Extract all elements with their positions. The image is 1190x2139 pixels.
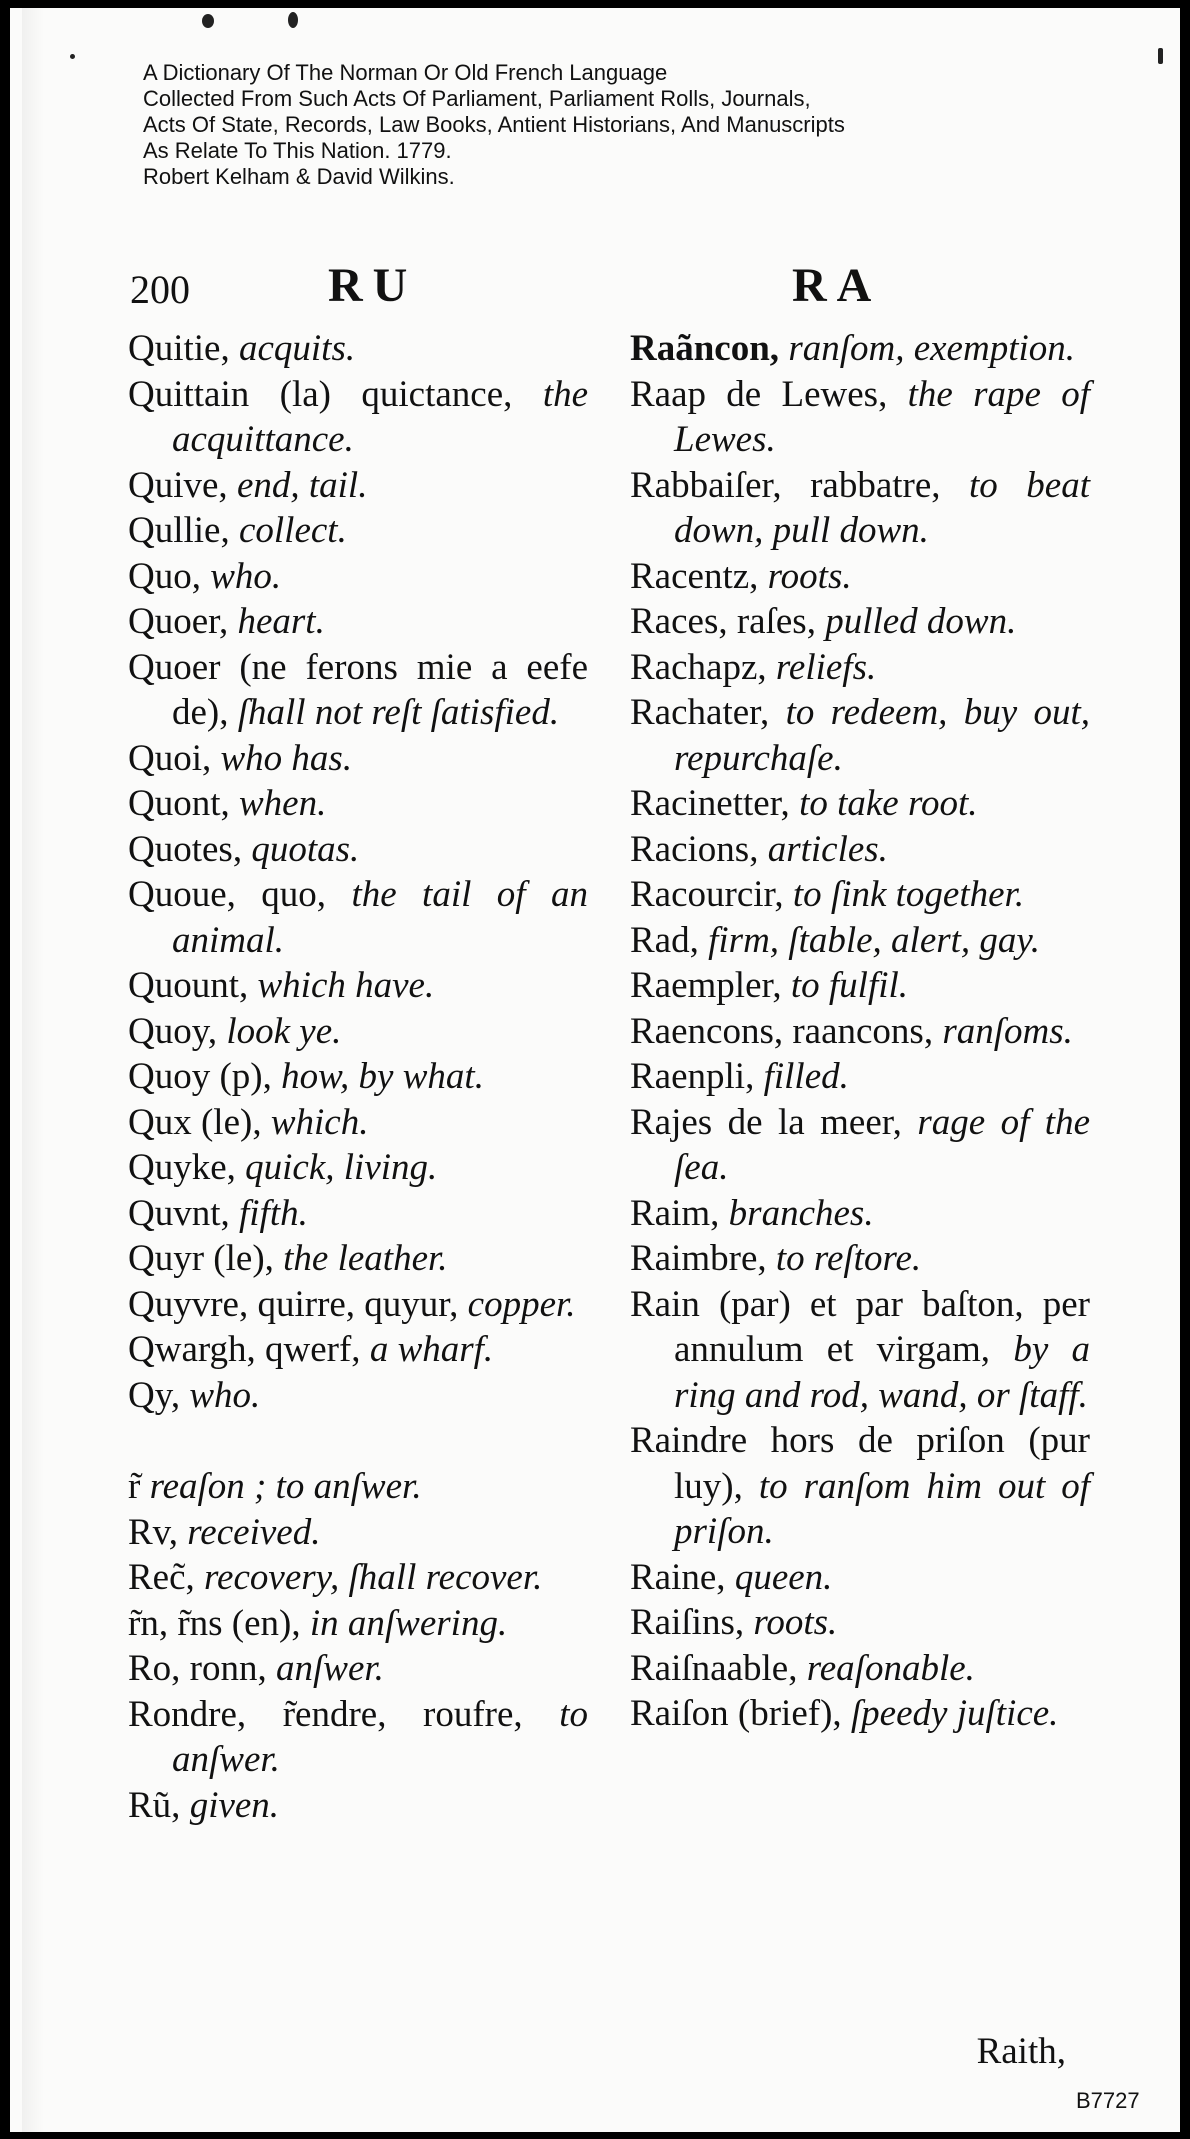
definition: quotas.: [251, 828, 360, 870]
header-line: Robert Kelham & David Wilkins.: [143, 164, 455, 189]
headword: Raap de Lewes,: [630, 373, 888, 415]
headword: Quoi,: [128, 737, 212, 779]
headword: Quont,: [128, 783, 230, 824]
definition: collect.: [238, 510, 347, 551]
dictionary-entry: [128, 645, 588, 736]
dictionary-entry: [128, 736, 588, 782]
headword: Raindre hors de priſon (pur luy),: [630, 1420, 1090, 1507]
definition: to reſtore.: [775, 1238, 922, 1279]
headword: Racourcir,: [630, 874, 784, 915]
dictionary-entry: [630, 690, 1090, 781]
catchword: Raith,: [976, 2031, 1066, 2072]
definition: anſwer.: [276, 1648, 384, 1689]
headword: r̃n, r̃ns (en),: [128, 1602, 301, 1644]
dictionary-entry: [630, 872, 1090, 918]
definition: who.: [189, 1374, 261, 1416]
page-number: 200: [130, 267, 190, 312]
headword: Ro, ronn,: [128, 1648, 267, 1689]
headword: Raencons, raancons,: [630, 1010, 934, 1052]
header-line: Acts Of State, Records, Law Books, Antient Historians, And Manuscripts: [143, 112, 845, 137]
dictionary-entry: [630, 827, 1090, 873]
dictionary-entry: [630, 918, 1090, 964]
dictionary-entry: [128, 1510, 588, 1556]
headword: Quo,: [128, 555, 201, 597]
dictionary-entry: [630, 1646, 1090, 1692]
headword: Raãncon,: [630, 328, 780, 369]
definition: a wharf.: [369, 1329, 494, 1370]
definition: articles.: [767, 828, 888, 870]
definition: the acquittance.: [172, 373, 589, 460]
headword: Raiſins,: [630, 1602, 745, 1643]
dictionary-entry: [630, 372, 1090, 463]
definition: which.: [270, 1101, 369, 1143]
definition: the leather.: [283, 1238, 448, 1279]
definition: end, tail.: [236, 464, 368, 506]
dictionary-entry: [128, 554, 588, 600]
definition: roots.: [753, 1602, 838, 1643]
dictionary-entry: [128, 781, 588, 827]
headword: Racions,: [630, 828, 759, 870]
headword: Raine,: [630, 1556, 726, 1598]
definition: pulled down.: [825, 601, 1017, 642]
headword: Qwargh, qwerf,: [128, 1329, 361, 1370]
dictionary-entry: [128, 508, 588, 554]
headword: Rec̃,: [128, 1557, 195, 1598]
headword: Quoer (ne ferons mie a eefe de),: [128, 646, 588, 733]
definition: to ſink together.: [792, 874, 1025, 915]
headword: Racinetter,: [630, 783, 790, 824]
dictionary-entry: [128, 326, 588, 372]
headword: Qy,: [128, 1374, 181, 1416]
right-column: [630, 326, 1090, 1737]
dictionary-entry: [128, 1236, 588, 1282]
left-column: [128, 326, 588, 1828]
definition: to anſwer.: [172, 1693, 589, 1780]
headword: Quoy (p),: [128, 1056, 272, 1097]
definition: branches.: [728, 1192, 874, 1234]
definition: acquits.: [238, 328, 356, 369]
dictionary-entry: [630, 1418, 1090, 1555]
ink-speck: [202, 14, 214, 28]
dictionary-entry: [630, 781, 1090, 827]
headword: Rũ,: [128, 1784, 181, 1826]
dictionary-entry: [630, 1100, 1090, 1191]
dictionary-entry: [630, 1555, 1090, 1601]
dictionary-entry: [128, 1327, 588, 1373]
dictionary-entry: [128, 1282, 588, 1328]
headword: Qux (le),: [128, 1101, 262, 1143]
definition: look ye.: [226, 1010, 342, 1052]
headword: Quoer,: [128, 601, 229, 642]
ink-speck: [1158, 48, 1163, 64]
headword: Rv,: [128, 1511, 179, 1553]
dictionary-entry: [128, 1464, 588, 1510]
running-head-left: RU: [328, 259, 418, 312]
headword: Raim,: [630, 1192, 720, 1234]
dictionary-entry: [630, 1054, 1090, 1100]
definition: quick, living.: [245, 1147, 438, 1188]
definition: by a ring and rod, wand, or ſtaff.: [674, 1329, 1090, 1416]
definition: ranſoms.: [942, 1010, 1073, 1052]
dictionary-entry: [128, 1601, 588, 1647]
headword: Rachapz,: [630, 646, 767, 688]
dictionary-entry: [128, 1692, 588, 1783]
headword: Quoy,: [128, 1010, 218, 1052]
definition: queen.: [734, 1556, 833, 1598]
ink-speck: [70, 54, 75, 59]
dictionary-entry: [630, 1282, 1090, 1419]
headword: Qullie,: [128, 510, 230, 551]
dictionary-entry: [630, 326, 1090, 372]
definition: when.: [239, 783, 327, 824]
definition: to take root.: [799, 783, 978, 824]
definition: who.: [210, 555, 282, 597]
headword: Rajes de la meer,: [630, 1101, 902, 1143]
headword: Quive,: [128, 464, 228, 506]
dictionary-entry: [128, 1646, 588, 1692]
definition: in anſwering.: [309, 1602, 508, 1644]
ink-speck: [288, 12, 298, 28]
dictionary-entry: [128, 1373, 588, 1419]
dictionary-entry: [630, 463, 1090, 554]
definition: reaſon ; to anſwer.: [149, 1466, 422, 1507]
dictionary-entry: [630, 1009, 1090, 1055]
definition: how, by what.: [281, 1056, 484, 1097]
definition: received.: [187, 1511, 321, 1553]
headword: Quyvre, quirre, quyur,: [128, 1283, 459, 1325]
dictionary-entry: [128, 1783, 588, 1829]
definition: reaſonable.: [806, 1647, 975, 1689]
dictionary-entry: [128, 1191, 588, 1237]
headword: Raimbre,: [630, 1238, 767, 1279]
header-line: Collected From Such Acts Of Parliament, Parliament Rolls, Journals,: [143, 86, 811, 111]
headword: r̃: [128, 1466, 141, 1507]
definition: ſhall not reſt ſatisfied.: [237, 692, 560, 733]
definition: to ranſom him out of priſon.: [674, 1465, 1090, 1552]
dictionary-entry: [630, 554, 1090, 600]
dictionary-entry: [128, 372, 588, 463]
headword: Quyr (le),: [128, 1238, 274, 1279]
headword: Rabbaiſer, rabbatre,: [630, 464, 941, 506]
headword: Quotes,: [128, 828, 243, 870]
definition: firm, ſtable, alert, gay.: [708, 919, 1041, 961]
dictionary-entry: [128, 599, 588, 645]
dictionary-entry: [128, 1145, 588, 1191]
dictionary-entry: [128, 463, 588, 509]
dictionary-entry: [630, 1191, 1090, 1237]
definition: rage of the ſea.: [674, 1101, 1091, 1188]
page: [10, 8, 1180, 2132]
section-gap: [128, 1418, 588, 1464]
running-head-right: RA: [792, 259, 882, 312]
dictionary-entry: [630, 1600, 1090, 1646]
definition: ſpeedy juſtice.: [850, 1693, 1059, 1734]
headword: Quittain (la) quictance,: [128, 373, 513, 415]
headword: Rondre, r̃endre, roufre,: [128, 1693, 523, 1735]
headword: Quoue, quo,: [128, 874, 327, 915]
definition: roots.: [767, 555, 852, 597]
page-edge: [22, 8, 44, 2132]
headword: Rain (par) et par baſton, per annulum et virgam,: [630, 1283, 1090, 1370]
dictionary-entry: [630, 1236, 1090, 1282]
definition: filled.: [763, 1056, 849, 1097]
definition: given.: [189, 1784, 280, 1826]
headword: Quyke,: [128, 1147, 236, 1188]
dictionary-entry: [128, 827, 588, 873]
headword: Raiſon (brief),: [630, 1693, 842, 1734]
definition: recovery, ſhall recover.: [204, 1557, 543, 1598]
headword: Rad,: [630, 919, 699, 961]
dictionary-entry: [630, 1691, 1090, 1737]
dictionary-entry: [128, 1555, 588, 1601]
headword: Raiſnaable,: [630, 1647, 798, 1689]
header-line: As Relate To This Nation. 1779.: [143, 138, 452, 163]
definition: to beat down, pull down.: [674, 464, 1091, 551]
definition: who has.: [220, 737, 353, 779]
definition: to fulfil.: [790, 965, 909, 1006]
definition: reliefs.: [775, 646, 877, 688]
archive-code: B7727: [1076, 2088, 1140, 2113]
headword: Quvnt,: [128, 1192, 230, 1234]
headword: Quitie,: [128, 328, 230, 369]
dictionary-entry: [630, 963, 1090, 1009]
definition: the rape of Lewes.: [674, 373, 1091, 460]
headword: Rachater,: [630, 692, 770, 733]
headword: Quount,: [128, 965, 249, 1006]
dictionary-entry: [128, 963, 588, 1009]
dictionary-entry: [630, 599, 1090, 645]
definition: heart.: [237, 601, 325, 642]
dictionary-entry: [128, 1054, 588, 1100]
dictionary-entry: [128, 872, 588, 963]
definition: fifth.: [239, 1192, 308, 1234]
headword: Raenpli,: [630, 1056, 755, 1097]
header-line: A Dictionary Of The Norman Or Old French Language: [143, 60, 668, 85]
headword: Races, raſes,: [630, 601, 816, 642]
headword: Raempler,: [630, 965, 782, 1006]
definition: copper.: [467, 1283, 576, 1325]
definition: ranſom, exemption.: [788, 328, 1076, 369]
dictionary-entry: [128, 1009, 588, 1055]
headword: Racentz,: [630, 555, 759, 597]
citation-header: [143, 60, 1023, 190]
definition: the tail of an animal.: [172, 874, 588, 961]
definition: which have.: [257, 965, 435, 1006]
dictionary-entry: [128, 1100, 588, 1146]
definition: to redeem, buy out, repurchaſe.: [674, 692, 1090, 779]
dictionary-entry: [630, 645, 1090, 691]
